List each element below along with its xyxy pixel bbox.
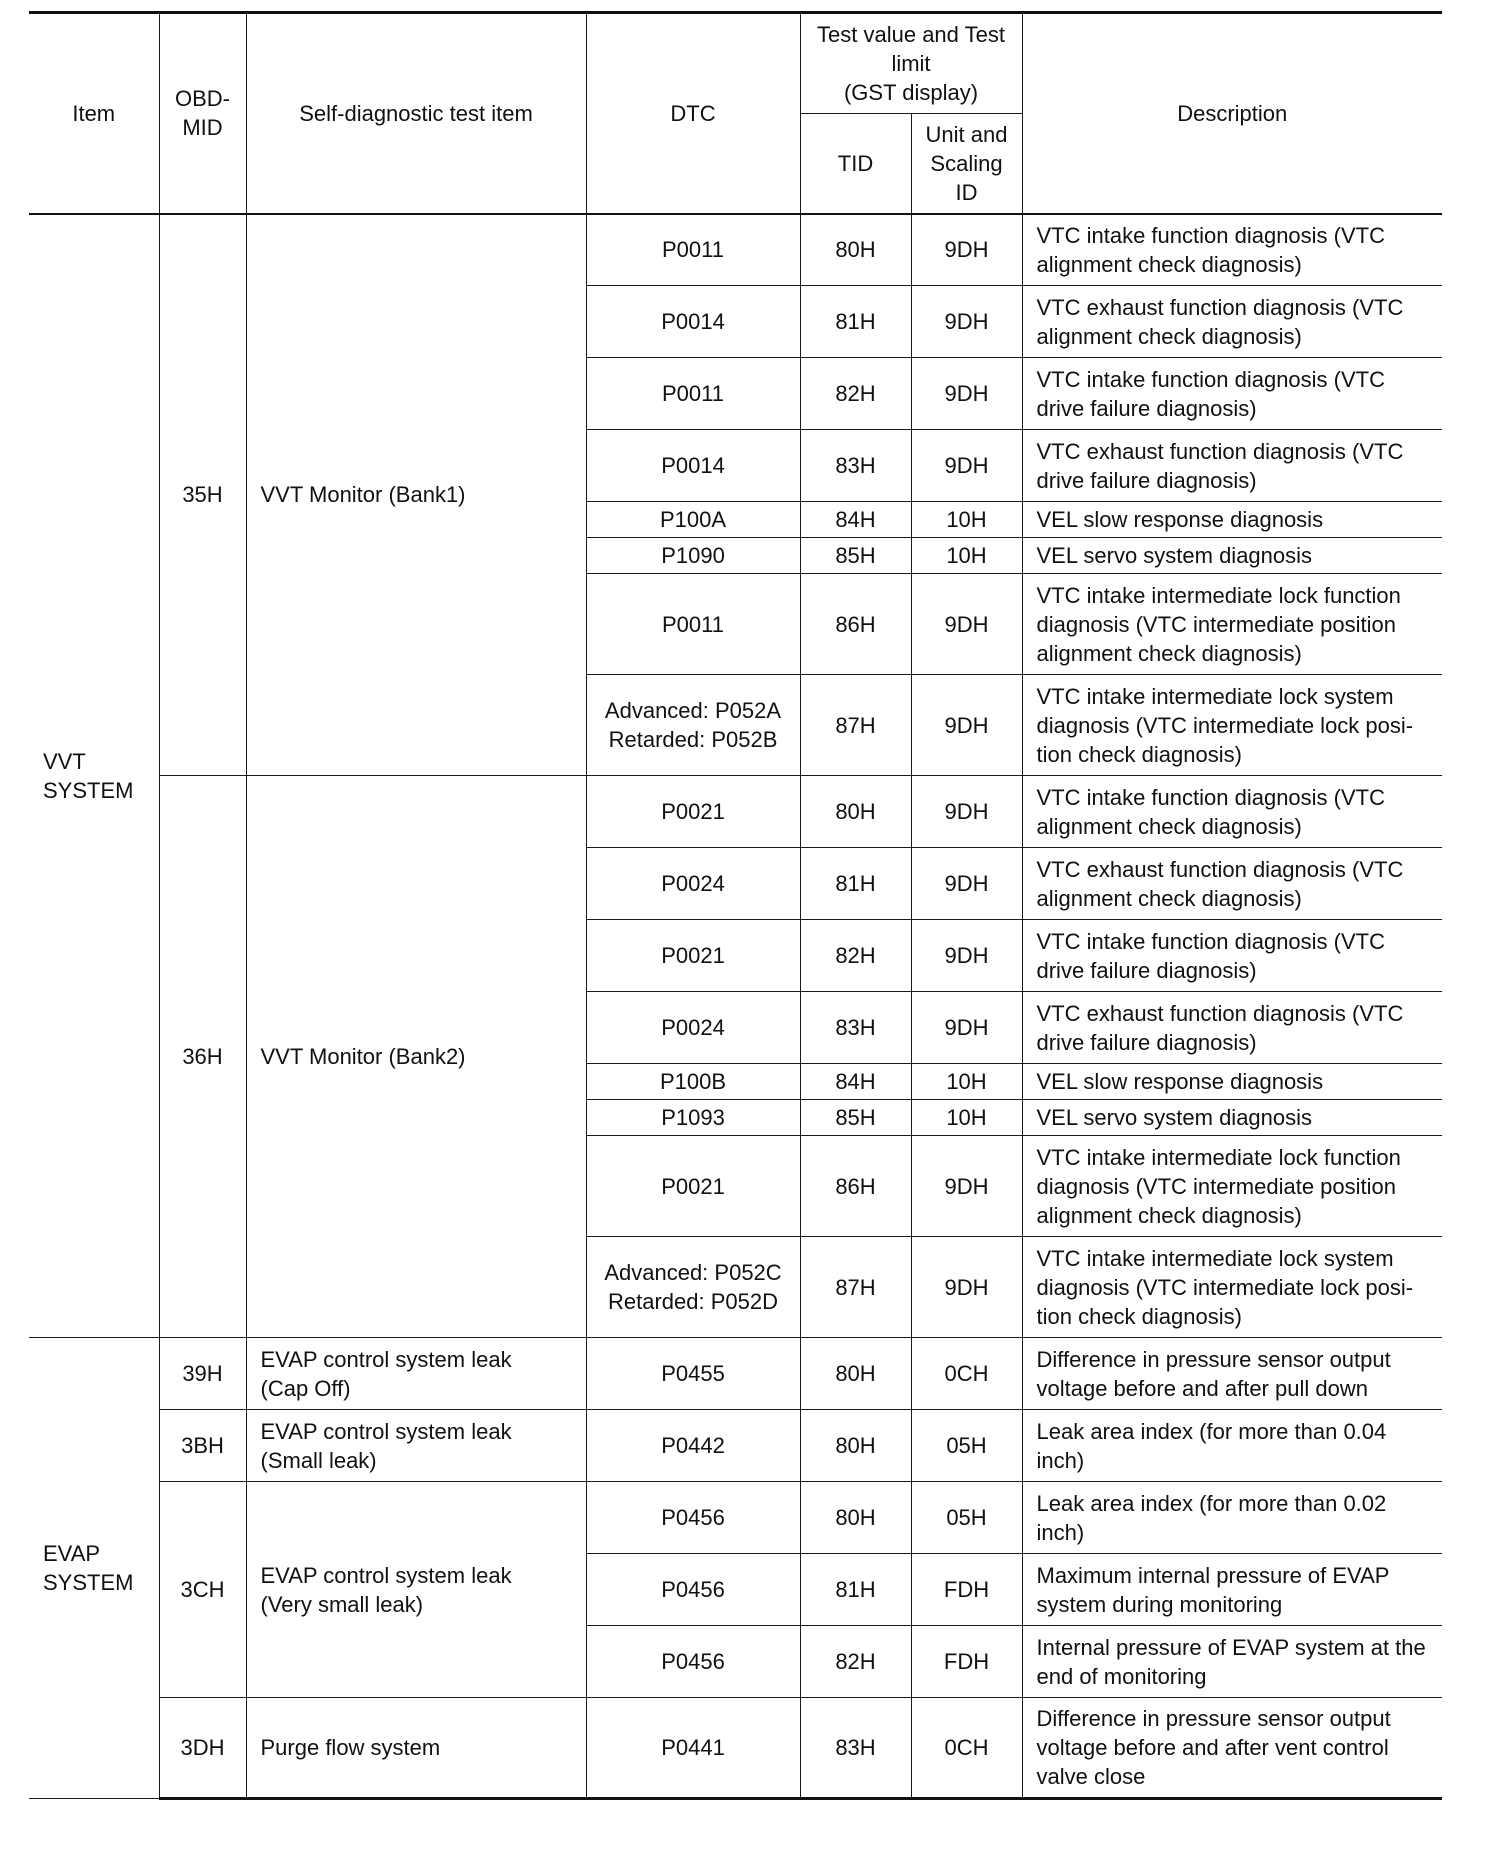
test-item-cell: VVT Monitor (Bank1) bbox=[246, 214, 586, 776]
tid-cell: 85H bbox=[800, 538, 911, 574]
table-row bbox=[29, 1482, 1442, 1554]
unit-scaling-cell: 10H bbox=[911, 1100, 1022, 1136]
header-description: Description bbox=[1022, 13, 1442, 214]
test-item-cell: EVAP control system leak (Very small leak) bbox=[246, 1482, 586, 1698]
tid-cell: 81H bbox=[800, 848, 911, 920]
dtc-cell: P0456 bbox=[586, 1626, 800, 1698]
table-row bbox=[29, 1698, 1442, 1799]
table-row bbox=[29, 1410, 1442, 1482]
dtc-cell: P100A bbox=[586, 502, 800, 538]
unit-scaling-cell: 9DH bbox=[911, 214, 1022, 286]
table-row bbox=[29, 776, 1442, 848]
description-cell: VEL servo system diagnosis bbox=[1022, 538, 1442, 574]
dtc-cell: P0014 bbox=[586, 286, 800, 358]
dtc-cell: P1093 bbox=[586, 1100, 800, 1136]
tid-cell: 80H bbox=[800, 1410, 911, 1482]
dtc-cell: Advanced: P052C Retarded: P052D bbox=[586, 1237, 800, 1338]
dtc-cell: P1090 bbox=[586, 538, 800, 574]
unit-scaling-cell: 9DH bbox=[911, 286, 1022, 358]
description-cell: Internal pressure of EVAP system at the end of monitoring bbox=[1022, 1626, 1442, 1698]
item-cell: VVT SYSTEM bbox=[29, 214, 159, 1338]
tid-cell: 84H bbox=[800, 502, 911, 538]
dtc-cell: P0021 bbox=[586, 776, 800, 848]
description-cell: VTC intake intermediate lock system diagnosis (VTC intermediate lock posi-tion check diagnosis) bbox=[1022, 1237, 1442, 1338]
tid-cell: 84H bbox=[800, 1064, 911, 1100]
table-body bbox=[29, 214, 1442, 1799]
description-cell: VTC exhaust function diagnosis (VTC drive failure diagnosis) bbox=[1022, 992, 1442, 1064]
obd-mid-cell: 3CH bbox=[159, 1482, 246, 1698]
obd-mid-cell: 39H bbox=[159, 1338, 246, 1410]
unit-scaling-cell: 9DH bbox=[911, 848, 1022, 920]
dtc-cell: P0014 bbox=[586, 430, 800, 502]
tid-cell: 87H bbox=[800, 1237, 911, 1338]
test-item-cell: EVAP control system leak (Small leak) bbox=[246, 1410, 586, 1482]
description-cell: VTC intake function diagnosis (VTC alignment check diagnosis) bbox=[1022, 214, 1442, 286]
header-obd-mid: OBD- MID bbox=[159, 13, 246, 214]
description-cell: VEL servo system diagnosis bbox=[1022, 1100, 1442, 1136]
description-cell: VTC intake function diagnosis (VTC drive failure diagnosis) bbox=[1022, 358, 1442, 430]
test-item-cell: VVT Monitor (Bank2) bbox=[246, 776, 586, 1338]
unit-scaling-cell: 9DH bbox=[911, 920, 1022, 992]
unit-scaling-cell: 9DH bbox=[911, 430, 1022, 502]
description-cell: VEL slow response diagnosis bbox=[1022, 1064, 1442, 1100]
item-cell: EVAP SYSTEM bbox=[29, 1338, 159, 1799]
unit-scaling-cell: 9DH bbox=[911, 574, 1022, 675]
description-cell: Difference in pressure sensor output voltage before and after vent control valve close bbox=[1022, 1698, 1442, 1799]
unit-scaling-cell: 9DH bbox=[911, 992, 1022, 1064]
description-cell: VTC intake intermediate lock function diagnosis (VTC intermediate position alignment check diagnosis) bbox=[1022, 574, 1442, 675]
tid-cell: 81H bbox=[800, 286, 911, 358]
dtc-cell: P100B bbox=[586, 1064, 800, 1100]
tid-cell: 83H bbox=[800, 430, 911, 502]
tid-cell: 82H bbox=[800, 358, 911, 430]
dtc-cell: P0021 bbox=[586, 1136, 800, 1237]
unit-scaling-cell: FDH bbox=[911, 1554, 1022, 1626]
unit-scaling-cell: 10H bbox=[911, 1064, 1022, 1100]
unit-scaling-cell: 9DH bbox=[911, 675, 1022, 776]
dtc-cell: P0021 bbox=[586, 920, 800, 992]
dtc-cell: P0455 bbox=[586, 1338, 800, 1410]
obd-mid-cell: 35H bbox=[159, 214, 246, 776]
unit-scaling-cell: 05H bbox=[911, 1410, 1022, 1482]
table-row bbox=[29, 214, 1442, 286]
unit-scaling-cell: 05H bbox=[911, 1482, 1022, 1554]
test-item-cell: Purge flow system bbox=[246, 1698, 586, 1799]
description-cell: Leak area index (for more than 0.02 inch) bbox=[1022, 1482, 1442, 1554]
unit-scaling-cell: 0CH bbox=[911, 1338, 1022, 1410]
description-cell: VTC intake function diagnosis (VTC drive failure diagnosis) bbox=[1022, 920, 1442, 992]
description-cell: VTC exhaust function diagnosis (VTC alignment check diagnosis) bbox=[1022, 286, 1442, 358]
table-header bbox=[29, 13, 1442, 214]
tid-cell: 83H bbox=[800, 1698, 911, 1799]
unit-scaling-cell: 0CH bbox=[911, 1698, 1022, 1799]
tid-cell: 85H bbox=[800, 1100, 911, 1136]
description-cell: VTC intake intermediate lock system diagnosis (VTC intermediate lock posi-tion check diagnosis) bbox=[1022, 675, 1442, 776]
tid-cell: 83H bbox=[800, 992, 911, 1064]
tid-cell: 87H bbox=[800, 675, 911, 776]
tid-cell: 80H bbox=[800, 1338, 911, 1410]
tid-cell: 82H bbox=[800, 1626, 911, 1698]
description-cell: VTC exhaust function diagnosis (VTC drive failure diagnosis) bbox=[1022, 430, 1442, 502]
dtc-cell: P0011 bbox=[586, 214, 800, 286]
dtc-cell: P0456 bbox=[586, 1482, 800, 1554]
header-tid: TID bbox=[800, 114, 911, 214]
header-unit-scaling: Unit and Scaling ID bbox=[911, 114, 1022, 214]
header-test-value-group: Test value and Test limit (GST display) bbox=[800, 13, 1022, 114]
unit-scaling-cell: 9DH bbox=[911, 1136, 1022, 1237]
unit-scaling-cell: 10H bbox=[911, 538, 1022, 574]
tid-cell: 82H bbox=[800, 920, 911, 992]
description-cell: Maximum internal pressure of EVAP system during monitoring bbox=[1022, 1554, 1442, 1626]
dtc-cell: P0011 bbox=[586, 574, 800, 675]
description-cell: VTC exhaust function diagnosis (VTC alignment check diagnosis) bbox=[1022, 848, 1442, 920]
description-cell: Leak area index (for more than 0.04 inch) bbox=[1022, 1410, 1442, 1482]
dtc-cell: P0024 bbox=[586, 992, 800, 1064]
description-cell: Difference in pressure sensor output voltage before and after pull down bbox=[1022, 1338, 1442, 1410]
dtc-cell: P0456 bbox=[586, 1554, 800, 1626]
obd-diagnostic-table bbox=[29, 11, 1442, 1800]
tid-cell: 86H bbox=[800, 1136, 911, 1237]
header-dtc: DTC bbox=[586, 13, 800, 214]
header-item: Item bbox=[29, 13, 159, 214]
dtc-cell: Advanced: P052A Retarded: P052B bbox=[586, 675, 800, 776]
unit-scaling-cell: 10H bbox=[911, 502, 1022, 538]
obd-mid-cell: 3BH bbox=[159, 1410, 246, 1482]
tid-cell: 80H bbox=[800, 1482, 911, 1554]
test-item-cell: EVAP control system leak (Cap Off) bbox=[246, 1338, 586, 1410]
tid-cell: 81H bbox=[800, 1554, 911, 1626]
obd-mid-cell: 3DH bbox=[159, 1698, 246, 1799]
description-cell: VTC intake function diagnosis (VTC alignment check diagnosis) bbox=[1022, 776, 1442, 848]
dtc-cell: P0011 bbox=[586, 358, 800, 430]
tid-cell: 86H bbox=[800, 574, 911, 675]
unit-scaling-cell: 9DH bbox=[911, 776, 1022, 848]
description-cell: VTC intake intermediate lock function diagnosis (VTC intermediate position alignment check diagnosis) bbox=[1022, 1136, 1442, 1237]
table-row bbox=[29, 1338, 1442, 1410]
dtc-cell: P0441 bbox=[586, 1698, 800, 1799]
header-test-item: Self-diagnostic test item bbox=[246, 13, 586, 214]
obd-mid-cell: 36H bbox=[159, 776, 246, 1338]
tid-cell: 80H bbox=[800, 776, 911, 848]
tid-cell: 80H bbox=[800, 214, 911, 286]
dtc-cell: P0024 bbox=[586, 848, 800, 920]
dtc-cell: P0442 bbox=[586, 1410, 800, 1482]
unit-scaling-cell: 9DH bbox=[911, 1237, 1022, 1338]
unit-scaling-cell: 9DH bbox=[911, 358, 1022, 430]
unit-scaling-cell: FDH bbox=[911, 1626, 1022, 1698]
description-cell: VEL slow response diagnosis bbox=[1022, 502, 1442, 538]
